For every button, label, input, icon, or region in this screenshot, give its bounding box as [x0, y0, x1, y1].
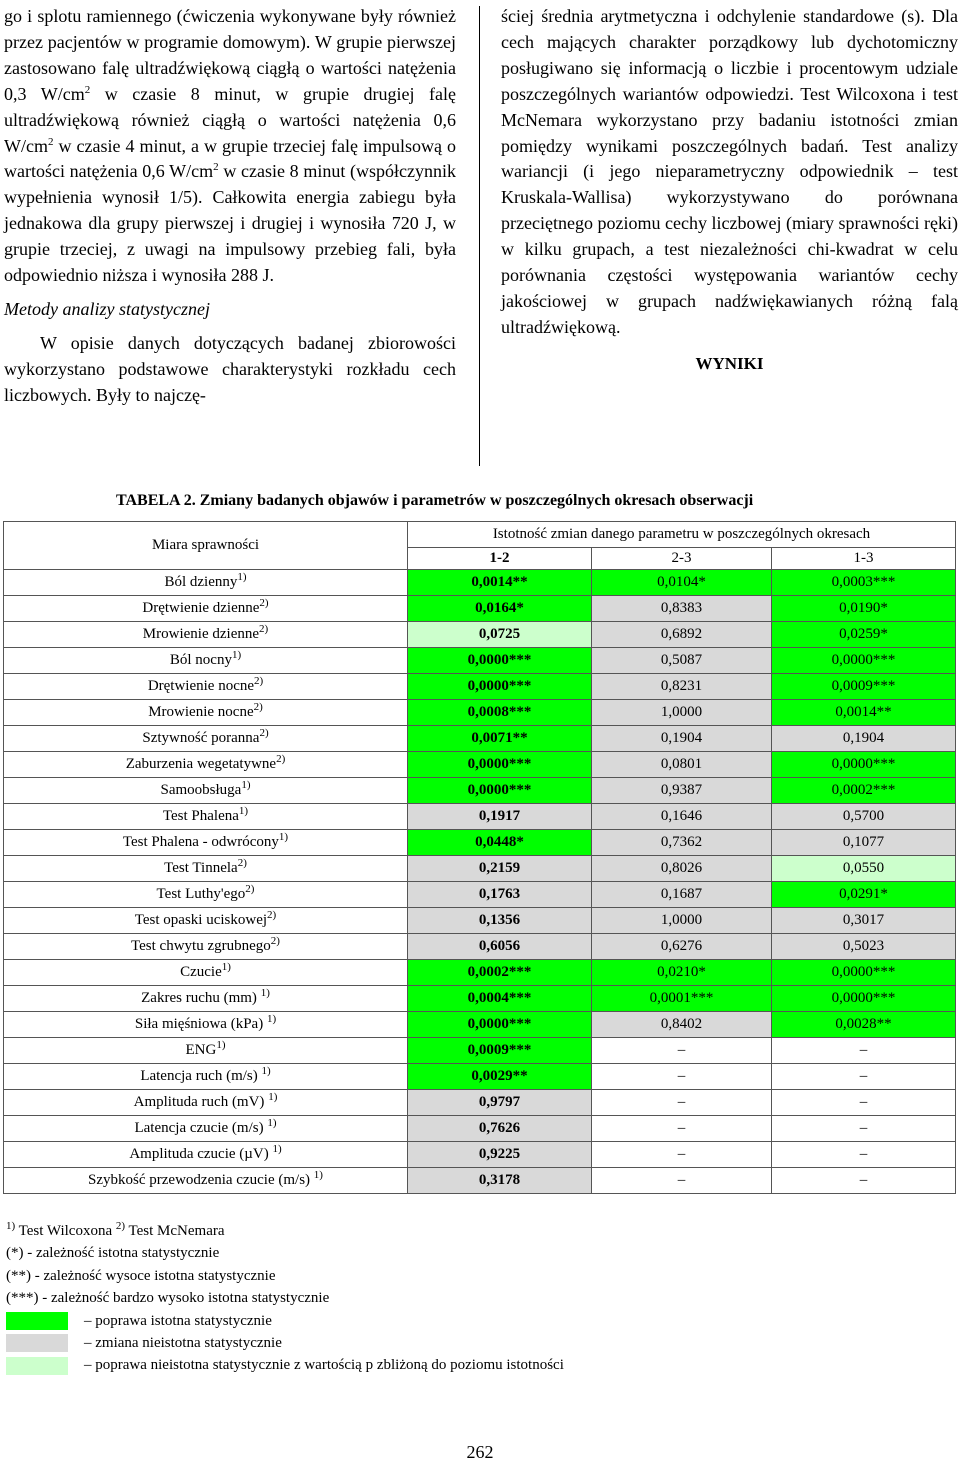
test-footnote-marker: 1) — [241, 779, 251, 791]
measure-name: Test Phalena - odwrócony — [122, 834, 279, 850]
value-cell-period-2: 0,6892 — [592, 622, 772, 648]
measure-name: Zaburzenia wegetatywne — [125, 756, 277, 772]
table-row — [4, 1116, 956, 1142]
superscript: 2 — [47, 135, 54, 148]
value-cell-period-1: 0,0009*** — [408, 1038, 592, 1064]
test-footnote-marker: 2) — [276, 753, 286, 765]
test-footnote-marker: 2) — [259, 727, 269, 739]
value-cell-period-1: 0,0000*** — [408, 1012, 592, 1038]
value-cell-period-3: 0,1077 — [772, 830, 956, 856]
paragraph-stats-continued: ściej średnia arytmetyczna i odchylenie standardowe (s). Dla cech mających charakter porządkowy lub dychotomiczny posługiwano się informacją o liczbie i procentowym udziale poszczególnych wariantów odpowiedzi. Test Wilcoxona i test McNemara wykorzystano przy badaniu istotności zmian pomiędzy wynikami poszczególnych badań. Test analizy wariancji (i jego nieparametryczny odpowiednik – test Kruskala-Wallisa) wykorzystywano do porównana przeciętnego poziomu cechy liczbowej (miary sprawności ręki) w kilku grupach, a test niezależności chi-kwadrat w celu porównania częstości występowania wariantów cechy jakościowej w grupach nadźwiękawianych różną falą ultradźwiękową. — [501, 6, 958, 337]
measure-name-cell — [4, 622, 408, 648]
measure-name-cell — [4, 1090, 408, 1116]
table-row — [4, 1038, 956, 1064]
value-cell-period-2: 0,8026 — [592, 856, 772, 882]
test-footnote-marker: 1) — [268, 1091, 278, 1103]
value-cell-period-2: 0,6276 — [592, 934, 772, 960]
table-row — [4, 570, 956, 596]
value-cell-period-2: 0,1687 — [592, 882, 772, 908]
table-row — [4, 1064, 956, 1090]
value-cell-period-2: – — [592, 1038, 772, 1064]
test-footnote-marker: 1) — [313, 1169, 323, 1181]
measure-name: Drętwienie nocne — [147, 678, 255, 694]
measure-name: Sztywność poranna — [142, 730, 260, 746]
measure-name: Ból nocny — [169, 652, 232, 668]
table-row — [4, 908, 956, 934]
value-cell-period-3: 0,0550 — [772, 856, 956, 882]
test-footnote-marker: 1) — [238, 805, 249, 817]
table-row — [4, 830, 956, 856]
test-footnote-marker: 1) — [272, 1143, 282, 1155]
measure-name: ENG — [185, 1042, 217, 1058]
measure-name-cell — [4, 596, 408, 622]
value-cell-period-3: 0,0009*** — [772, 674, 956, 700]
table-row — [4, 804, 956, 830]
value-cell-period-1: 0,2159 — [408, 856, 592, 882]
page-number: 262 — [466, 1442, 494, 1462]
measure-name: Amplituda ruch (mV) — [133, 1094, 269, 1110]
measure-name-cell — [4, 1012, 408, 1038]
value-cell-period-1: 0,9225 — [408, 1142, 592, 1168]
note-text: Test Wilcoxona — [15, 1223, 116, 1239]
value-cell-period-3: 0,0259* — [772, 622, 956, 648]
value-cell-period-2: 0,1904 — [592, 726, 772, 752]
measure-name-cell — [4, 986, 408, 1012]
measure-name-cell — [4, 674, 408, 700]
measure-name: Test Phalena — [162, 808, 239, 824]
test-footnote-marker: 1) — [221, 961, 231, 973]
test-footnote-marker: 2) — [254, 675, 264, 687]
value-cell-period-1: 0,0014** — [408, 570, 592, 596]
value-cell-period-1: 0,9797 — [408, 1090, 592, 1116]
test-footnote-marker: 2) — [245, 883, 255, 895]
paragraph-treatment — [4, 4, 456, 289]
paragraph-part: w czasie 8 minut (współczynnik wypełnienia wynosił 1/5). Całkowita energia zabiegu była jednakowa dla grupy pierwszej i drugiej i wynosiła 720 J, w grupie trzeciej, z uwagi na impulsowy przebieg fali, była odpowiednio niższa i wynosiła 288 J. — [4, 161, 456, 286]
value-cell-period-1: 0,7626 — [408, 1116, 592, 1142]
test-footnote-marker: 2) — [237, 857, 247, 869]
section-heading-results: WYNIKI — [695, 353, 764, 373]
table-row — [4, 882, 956, 908]
measure-name: Test Luthy'ego — [156, 886, 246, 902]
value-cell-period-3: 0,0000*** — [772, 648, 956, 674]
value-cell-period-3: – — [772, 1142, 956, 1168]
measure-name-cell — [4, 804, 408, 830]
measure-name-cell — [4, 752, 408, 778]
value-cell-period-3: – — [772, 1064, 956, 1090]
header-measure: Miara sprawności — [4, 522, 408, 570]
superscript: 2) — [115, 1220, 126, 1232]
value-cell-period-2: 0,0210* — [592, 960, 772, 986]
paragraph-part: w czasie 8 minut, w grupie drugiej falę ultradźwiękową również ciągłą o wartości natężenia 0,6 W/cm — [4, 83, 456, 156]
test-footnote-marker: 1) — [237, 571, 247, 583]
paragraph-part: w czasie 4 minut, a w grupie trzeciej falę impulsową o wartości natężenia 0,6 W/cm — [4, 135, 456, 182]
note-significance-2: (**) - zależność wysoce istotna statystycznie — [6, 1267, 276, 1284]
column-divider — [479, 6, 480, 466]
legend-swatch — [6, 1312, 68, 1330]
note-significance-1: (*) - zależność istotna statystycznie — [6, 1245, 220, 1262]
value-cell-period-2: 0,1646 — [592, 804, 772, 830]
value-cell-period-3: 0,0000*** — [772, 752, 956, 778]
measure-name: Ból dzienny — [164, 574, 238, 590]
table-body — [4, 570, 956, 1194]
table-row — [4, 1012, 956, 1038]
value-cell-period-2: 0,0104* — [592, 570, 772, 596]
value-cell-period-1: 0,0004*** — [408, 986, 592, 1012]
test-footnote-marker: 2) — [259, 597, 269, 609]
superscript: 2 — [84, 83, 91, 96]
test-footnote-marker: 2) — [253, 701, 263, 713]
value-cell-period-3: 0,5700 — [772, 804, 956, 830]
measure-name-cell — [4, 570, 408, 596]
value-cell-period-1: 0,1356 — [408, 908, 592, 934]
measure-name-cell — [4, 1064, 408, 1090]
value-cell-period-3: 0,0003*** — [772, 570, 956, 596]
value-cell-period-3: 0,0028** — [772, 1012, 956, 1038]
value-cell-period-3: – — [772, 1168, 956, 1194]
measure-name: Test chwytu zgrubnego — [131, 938, 271, 954]
measure-name: Siła mięśniowa (kPa) — [134, 1016, 267, 1032]
value-cell-period-1: 0,0000*** — [408, 648, 592, 674]
test-footnote-marker: 1) — [261, 1065, 271, 1077]
legend-label: – poprawa istotna statystycznie — [84, 1312, 272, 1329]
measure-name: Zakres ruchu (mm) — [141, 990, 261, 1006]
measure-name-cell — [4, 830, 408, 856]
value-cell-period-1: 0,0071** — [408, 726, 592, 752]
measure-name: Amplituda czucie (µV) — [129, 1146, 273, 1162]
table-row — [4, 596, 956, 622]
measure-name-cell — [4, 726, 408, 752]
table-notes — [6, 1220, 564, 1377]
value-cell-period-2: 0,8231 — [592, 674, 772, 700]
header-period: 1-2 — [408, 548, 592, 570]
value-cell-period-2: – — [592, 1090, 772, 1116]
value-cell-period-1: 0,0725 — [408, 622, 592, 648]
table-row — [4, 726, 956, 752]
value-cell-period-2: 0,7362 — [592, 830, 772, 856]
note-text: Test McNemara — [125, 1223, 225, 1239]
table-row — [4, 752, 956, 778]
measure-name-cell — [4, 1142, 408, 1168]
table-row — [4, 648, 956, 674]
paragraph-stats: W opisie danych dotyczących badanej zbiorowości wykorzystano podstawowe charakterystyki rozkładu cech liczbowych. Były to najczę- — [4, 332, 456, 405]
measure-name-cell — [4, 778, 408, 804]
value-cell-period-2: 0,0001*** — [592, 986, 772, 1012]
legend-swatch — [6, 1357, 68, 1375]
test-footnote-marker: 1) — [231, 649, 242, 661]
value-cell-period-1: 0,3178 — [408, 1168, 592, 1194]
value-cell-period-2: 0,8402 — [592, 1012, 772, 1038]
value-cell-period-3: 0,1904 — [772, 726, 956, 752]
value-cell-period-3: – — [772, 1038, 956, 1064]
measure-name-cell — [4, 856, 408, 882]
table-caption: TABELA 2. Zmiany badanych objawów i parametrów w poszczególnych okresach obserwacji — [116, 492, 754, 509]
right-text-column — [501, 4, 958, 377]
value-cell-period-1: 0,6056 — [408, 934, 592, 960]
test-footnote-marker: 1) — [266, 1013, 277, 1025]
value-cell-period-3: 0,0000*** — [772, 986, 956, 1012]
paragraph-part: go i splotu ramiennego (ćwiczenia wykonywane były również przez pacjentów w programie domowym). W grupie pierwszej zastosowano falę ultradźwiękową ciągłą o wartości natężenia 0,3 W/cm — [4, 6, 456, 104]
superscript: 1) — [6, 1220, 16, 1232]
value-cell-period-3: 0,0190* — [772, 596, 956, 622]
test-footnote-marker: 2) — [259, 623, 269, 635]
table-row — [4, 1168, 956, 1194]
test-footnote-marker: 1) — [278, 831, 289, 843]
value-cell-period-1: 0,0000*** — [408, 752, 592, 778]
value-cell-period-1: 0,0008*** — [408, 700, 592, 726]
measure-name-cell — [4, 1116, 408, 1142]
value-cell-period-3: 0,0014** — [772, 700, 956, 726]
value-cell-period-2: – — [592, 1064, 772, 1090]
value-cell-period-2: – — [592, 1168, 772, 1194]
value-cell-period-1: 0,1763 — [408, 882, 592, 908]
measure-name: Mrowienie dzienne — [142, 626, 260, 642]
measure-name: Latencja czucie (m/s) — [134, 1120, 268, 1136]
value-cell-period-2: – — [592, 1142, 772, 1168]
measure-name: Latencja ruch (m/s) — [140, 1068, 262, 1084]
table-row — [4, 700, 956, 726]
header-significance: Istotność zmian danego parametru w poszczególnych okresach — [408, 522, 956, 548]
value-cell-period-2: 0,8383 — [592, 596, 772, 622]
left-text-column — [4, 4, 456, 409]
value-cell-period-1: 0,0002*** — [408, 960, 592, 986]
value-cell-period-3: – — [772, 1090, 956, 1116]
table-row — [4, 622, 956, 648]
table-row — [4, 934, 956, 960]
value-cell-period-1: 0,0029** — [408, 1064, 592, 1090]
measure-name-cell — [4, 700, 408, 726]
table-row — [4, 1090, 956, 1116]
header-period: 2-3 — [592, 548, 772, 570]
value-cell-period-2: 0,9387 — [592, 778, 772, 804]
value-cell-period-2: 1,0000 — [592, 700, 772, 726]
measure-name: Test opaski uciskowej — [134, 912, 268, 928]
measure-name-cell — [4, 960, 408, 986]
measure-name: Test Tinnela — [164, 860, 238, 876]
value-cell-period-1: 0,0000*** — [408, 778, 592, 804]
measure-name-cell — [4, 934, 408, 960]
table-row — [4, 1142, 956, 1168]
measure-name-cell — [4, 648, 408, 674]
legend-swatch — [6, 1334, 68, 1352]
color-legend — [6, 1310, 564, 1377]
measure-name: Czucie — [180, 964, 222, 980]
legend-item — [6, 1310, 564, 1332]
value-cell-period-2: 0,5087 — [592, 648, 772, 674]
value-cell-period-3: 0,0000*** — [772, 960, 956, 986]
table-row — [4, 674, 956, 700]
test-footnote-marker: 1) — [267, 1117, 277, 1129]
test-footnote-marker: 2) — [270, 935, 280, 947]
value-cell-period-1: 0,0448* — [408, 830, 592, 856]
test-footnote-marker: 1) — [216, 1039, 226, 1051]
value-cell-period-1: 0,0164* — [408, 596, 592, 622]
value-cell-period-3: 0,3017 — [772, 908, 956, 934]
legend-item — [6, 1354, 564, 1376]
value-cell-period-2: 1,0000 — [592, 908, 772, 934]
value-cell-period-3: 0,0291* — [772, 882, 956, 908]
measure-name: Szybkość przewodzenia czucie (m/s) — [88, 1172, 314, 1188]
header-period: 1-3 — [772, 548, 956, 570]
value-cell-period-2: 0,0801 — [592, 752, 772, 778]
superscript: 2 — [213, 161, 219, 174]
table-row — [4, 960, 956, 986]
measure-name-cell — [4, 882, 408, 908]
note-tests — [6, 1220, 564, 1242]
results-table — [3, 521, 956, 1194]
table-row — [4, 778, 956, 804]
note-significance-3: (***) - zależność bardzo wysoko istotna statystycznie — [6, 1290, 330, 1307]
test-footnote-marker: 2) — [267, 909, 277, 921]
legend-label: – zmiana nieistotna statystycznie — [84, 1335, 282, 1352]
legend-item — [6, 1332, 564, 1354]
section-heading-stats: Metody analizy statystycznej — [4, 298, 210, 319]
measure-name-cell — [4, 1168, 408, 1194]
measure-name: Samoobsługa — [160, 782, 242, 798]
measure-name: Mrowienie nocne — [148, 704, 254, 720]
value-cell-period-3: 0,0002*** — [772, 778, 956, 804]
measure-name-cell — [4, 1038, 408, 1064]
measure-name-cell — [4, 908, 408, 934]
value-cell-period-1: 0,0000*** — [408, 674, 592, 700]
table-row — [4, 986, 956, 1012]
value-cell-period-2: – — [592, 1116, 772, 1142]
value-cell-period-3: 0,5023 — [772, 934, 956, 960]
value-cell-period-3: – — [772, 1116, 956, 1142]
measure-name: Drętwienie dzienne — [142, 600, 260, 616]
table-row — [4, 856, 956, 882]
value-cell-period-1: 0,1917 — [408, 804, 592, 830]
test-footnote-marker: 1) — [260, 987, 270, 999]
legend-label: – poprawa nieistotna statystycznie z wartością p zbliżoną do poziomu istotności — [84, 1357, 564, 1374]
